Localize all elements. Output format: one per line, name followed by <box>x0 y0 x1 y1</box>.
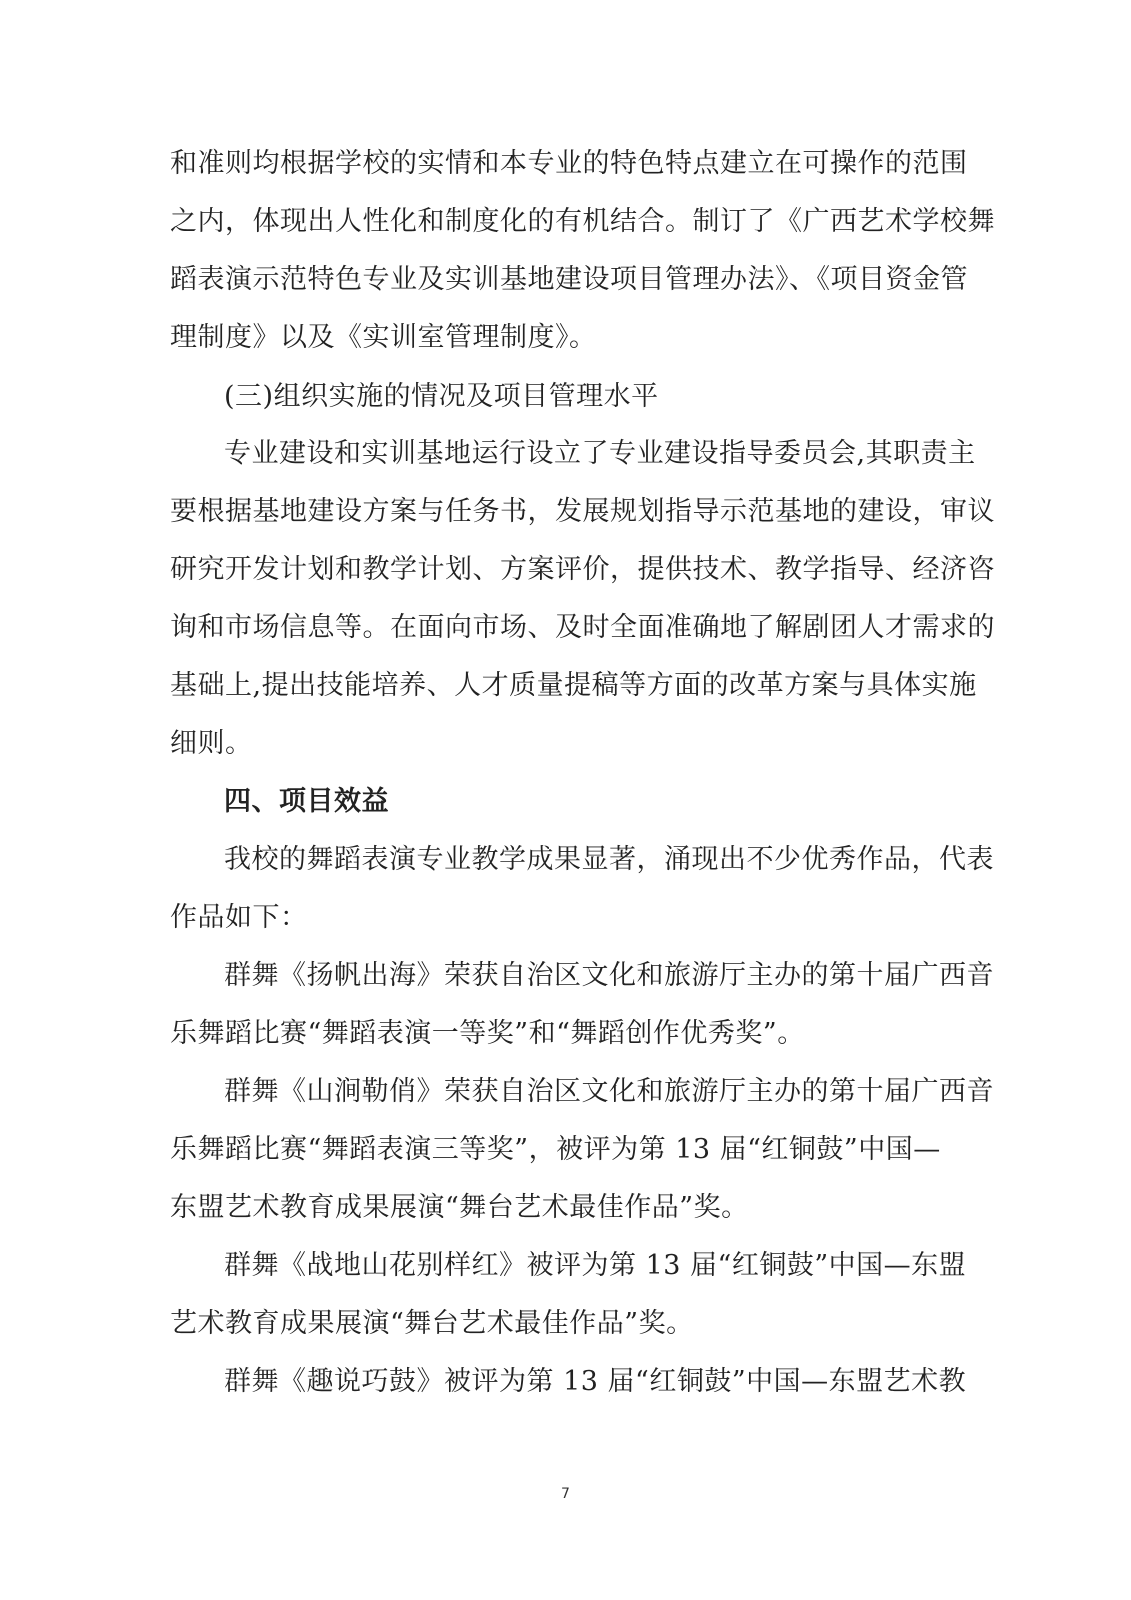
body-text-line: 东盟艺术教育成果展演“舞台艺术最佳作品”奖。 <box>170 1192 749 1223</box>
body-text-line: 乐舞蹈比赛“舞蹈表演一等奖”和“舞蹈创作优秀奖”。 <box>170 1018 805 1049</box>
body-text-line: 细则。 <box>170 728 253 759</box>
paragraph-first-line: 群舞《扬帆出海》荣获自治区文化和旅游厅主办的第十届广西音 <box>224 960 994 991</box>
body-text-line: 和准则均根据学校的实情和本专业的特色特点建立在可操作的范围 <box>170 148 968 179</box>
body-text-line: 艺术教育成果展演“舞台艺术最佳作品”奖。 <box>170 1308 694 1339</box>
section-heading: 四、项目效益 <box>224 786 389 817</box>
paragraph-first-line: 我校的舞蹈表演专业教学成果显著，涌现出不少优秀作品，代表 <box>224 844 994 875</box>
body-text-line: 研究开发计划和教学计划、方案评价，提供技术、教学指导、经济咨 <box>170 554 995 585</box>
page-number: 7 <box>561 1486 570 1502</box>
paragraph-first-line: 群舞《战地山花别样红》被评为第 13 届“红铜鼓”中国—东盟 <box>224 1250 967 1281</box>
body-text-line: 作品如下： <box>170 902 308 933</box>
paragraph-first-line: 专业建设和实训基地运行设立了专业建设指导委员会,其职责主 <box>224 438 976 469</box>
paragraph-first-line: 群舞《趣说巧鼓》被评为第 13 届“红铜鼓”中国—东盟艺术教 <box>224 1366 967 1397</box>
body-text-line: 基础上,提出技能培养、人才质量提稿等方面的改革方案与具体实施 <box>170 670 977 701</box>
body-text-line: 蹈表演示范特色专业及实训基地建设项目管理办法》、《项目资金管 <box>170 264 968 295</box>
body-text-line: 要根据基地建设方案与任务书，发展规划指导示范基地的建设，审议 <box>170 496 995 527</box>
body-text-line: 之内，体现出人性化和制度化的有机结合。制订了《广西艺术学校舞 <box>170 206 995 237</box>
body-text-line: 乐舞蹈比赛“舞蹈表演三等奖”，被评为第 13 届“红铜鼓”中国— <box>170 1134 941 1165</box>
body-text-line: 询和市场信息等。在面向市场、及时全面准确地了解剧团人才需求的 <box>170 612 995 643</box>
paragraph-first-line: 群舞《山涧勒俏》荣获自治区文化和旅游厅主办的第十届广西音 <box>224 1076 994 1107</box>
section-subheading: (三)组织实施的情况及项目管理水平 <box>224 381 659 412</box>
body-text-line: 理制度》以及《实训室管理制度》。 <box>170 322 597 353</box>
